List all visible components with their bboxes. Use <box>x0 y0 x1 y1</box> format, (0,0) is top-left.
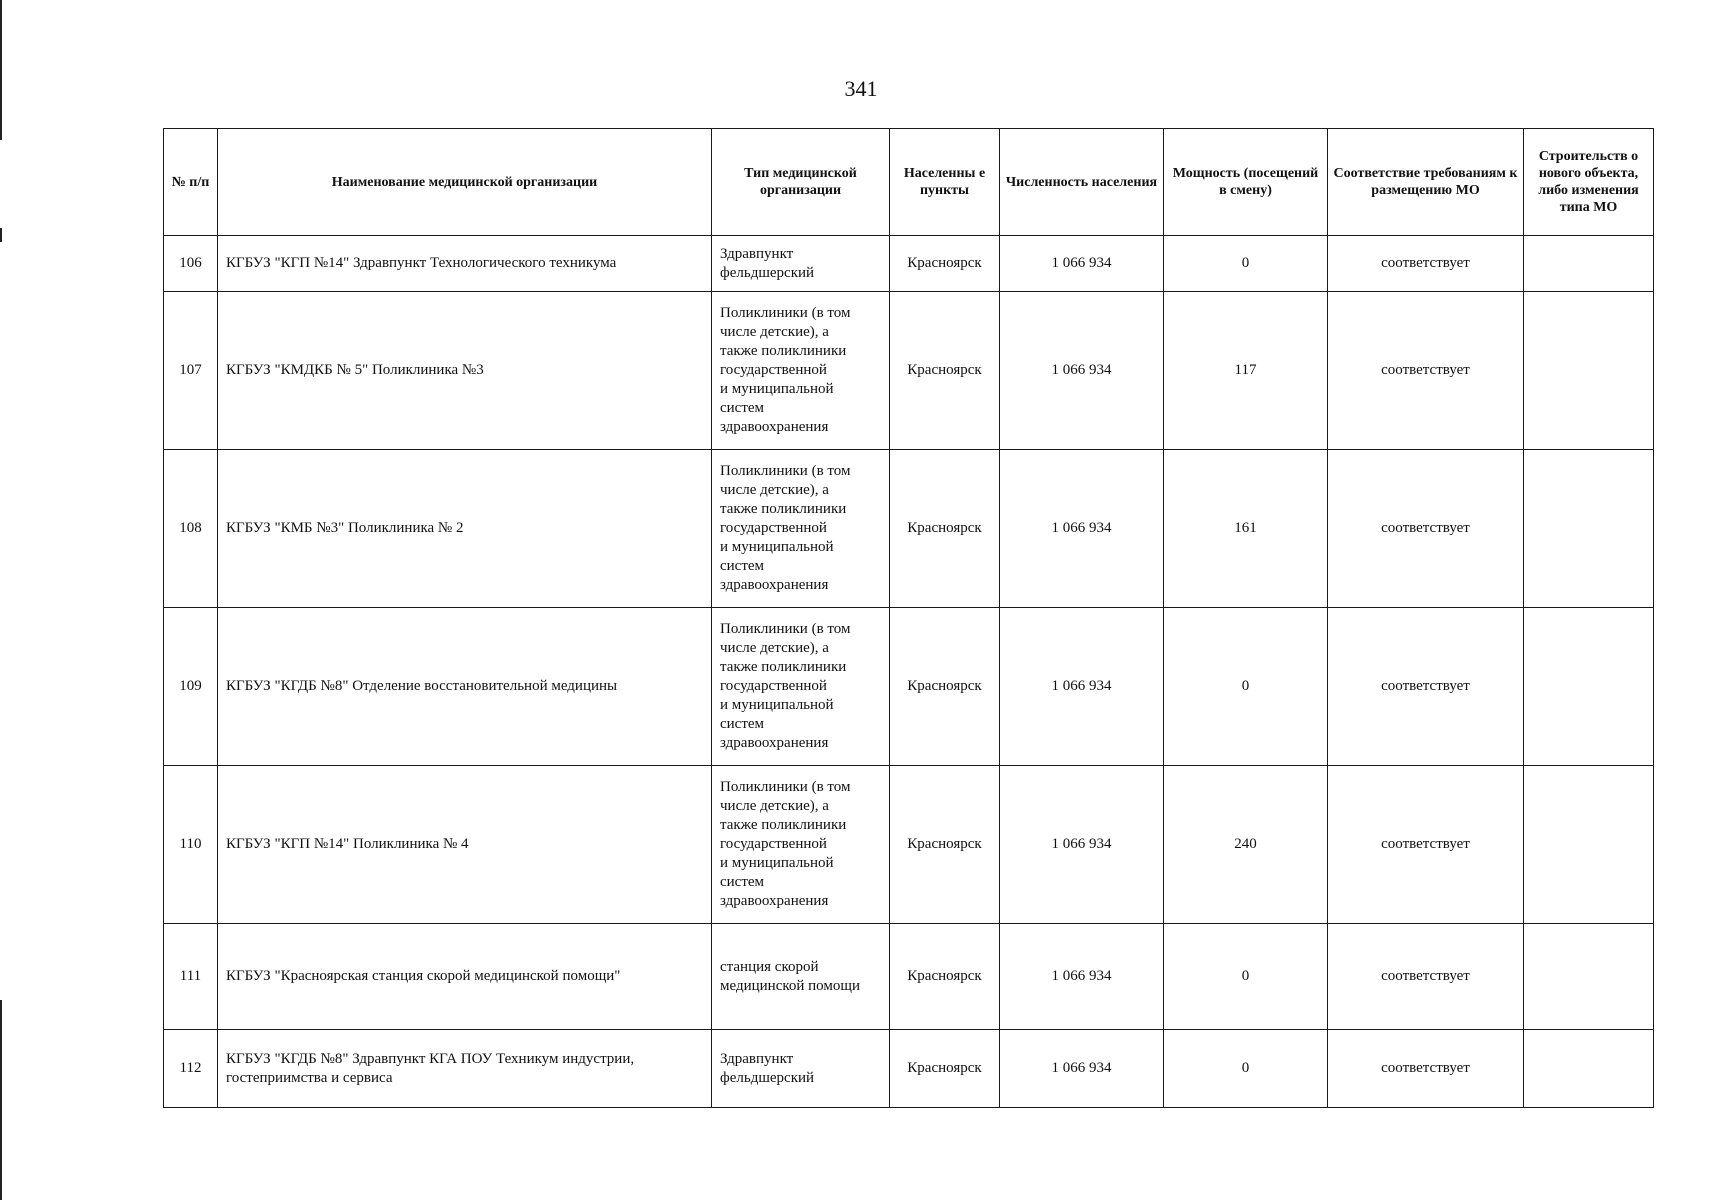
organization-type <box>712 1030 890 1108</box>
organization-type-line: числе детские), а <box>720 324 829 340</box>
header-capacity: Мощность (посещений в смену) <box>1164 129 1328 236</box>
organization-name: КГБУЗ "КМДКБ № 5" Поликлиника №3 <box>218 292 712 450</box>
compliance: соответствует <box>1328 1030 1524 1108</box>
organization-type-line: и муниципальной <box>720 539 834 555</box>
population: 1 066 934 <box>1000 450 1164 608</box>
organization-type-line: также поликлиники <box>720 659 847 675</box>
organization-type-line: числе детские), а <box>720 798 829 814</box>
locality: Красноярск <box>890 766 1000 924</box>
organization-type <box>712 924 890 1030</box>
organization-type-line: систем <box>720 874 765 890</box>
page-number: 341 <box>844 76 878 101</box>
organization-name: КГБУЗ "КГП №14" Здравпункт Технологического техникума <box>218 236 712 292</box>
organization-type-line: государственной <box>720 678 827 694</box>
organization-type-line: систем <box>720 558 765 574</box>
organization-type-line: фельдшерский <box>720 1069 815 1086</box>
capacity: 0 <box>1164 924 1328 1030</box>
compliance: соответствует <box>1328 292 1524 450</box>
organization-type-line: здравоохранения <box>720 419 829 435</box>
organization-type <box>712 766 890 924</box>
organization-type <box>712 608 890 766</box>
construction <box>1524 236 1654 292</box>
row-number: 112 <box>164 1030 218 1108</box>
header-construction: Строительств о нового объекта, либо изменения типа МО <box>1524 129 1654 236</box>
compliance: соответствует <box>1328 924 1524 1030</box>
organization-type-line: Поликлиники (в том <box>720 305 851 321</box>
organization-type-line: и муниципальной <box>720 697 834 713</box>
organization-name: КГБУЗ "КГП №14" Поликлиника № 4 <box>218 766 712 924</box>
construction <box>1524 450 1654 608</box>
header-num: № п/п <box>164 129 218 236</box>
header-type: Тип медицинской организации <box>712 129 890 236</box>
locality: Красноярск <box>890 236 1000 292</box>
organization-type-line: также поликлиники <box>720 817 847 833</box>
organization-type-line: также поликлиники <box>720 501 847 517</box>
compliance: соответствует <box>1328 766 1524 924</box>
organization-type-line: здравоохранения <box>720 735 829 751</box>
row-number: 110 <box>164 766 218 924</box>
locality: Красноярск <box>890 292 1000 450</box>
population: 1 066 934 <box>1000 236 1164 292</box>
organization-name: КГБУЗ "КГДБ №8" Здравпункт КГА ПОУ Техникум индустрии, гостеприимства и сервиса <box>218 1030 712 1108</box>
organization-type-line: государственной <box>720 836 827 852</box>
organization-type-line: и муниципальной <box>720 855 834 871</box>
organization-type <box>712 236 890 292</box>
header-population: Численность населения <box>1000 129 1164 236</box>
header-locality: Населенны е пункты <box>890 129 1000 236</box>
organization-type-line: фельдшерский <box>720 264 815 281</box>
table-row <box>164 236 1654 292</box>
population: 1 066 934 <box>1000 1030 1164 1108</box>
scan-edge-mark <box>0 1000 2 1200</box>
row-number: 111 <box>164 924 218 1030</box>
organization-type-line: здравоохранения <box>720 577 829 593</box>
organization-type-line: государственной <box>720 362 827 378</box>
organization-name: КГБУЗ "Красноярская станция скорой медицинской помощи" <box>218 924 712 1030</box>
construction <box>1524 766 1654 924</box>
row-number: 109 <box>164 608 218 766</box>
row-number: 107 <box>164 292 218 450</box>
medical-organizations-table <box>163 128 1654 1108</box>
construction <box>1524 608 1654 766</box>
organization-type-line: Поликлиники (в том <box>720 621 851 637</box>
organization-type-line: станция скорой <box>720 958 819 975</box>
compliance: соответствует <box>1328 450 1524 608</box>
organization-type-line: Поликлиники (в том <box>720 463 851 479</box>
organization-type-line: числе детские), а <box>720 640 829 656</box>
table-row <box>164 766 1654 924</box>
organization-name: КГБУЗ "КГДБ №8" Отделение восстановительной медицины <box>218 608 712 766</box>
organization-name: КГБУЗ "КМБ №3" Поликлиника № 2 <box>218 450 712 608</box>
population: 1 066 934 <box>1000 924 1164 1030</box>
table-row <box>164 924 1654 1030</box>
organization-type-line: медицинской помощи <box>720 977 860 994</box>
organization-type-line: также поликлиники <box>720 343 847 359</box>
locality: Красноярск <box>890 450 1000 608</box>
organization-type-line: Поликлиники (в том <box>720 779 851 795</box>
capacity: 0 <box>1164 608 1328 766</box>
capacity: 161 <box>1164 450 1328 608</box>
row-number: 108 <box>164 450 218 608</box>
organization-type-line: систем <box>720 400 765 416</box>
organization-type-line: Здравпункт <box>720 1050 794 1067</box>
population: 1 066 934 <box>1000 608 1164 766</box>
capacity: 117 <box>1164 292 1328 450</box>
table-row <box>164 292 1654 450</box>
organization-type-line: Здравпункт <box>720 245 794 262</box>
scan-edge-mark <box>0 228 2 242</box>
construction <box>1524 292 1654 450</box>
header-compliance: Соответствие требованиям к размещению МО <box>1328 129 1524 236</box>
header-name: Наименование медицинской организации <box>218 129 712 236</box>
construction <box>1524 924 1654 1030</box>
capacity: 0 <box>1164 236 1328 292</box>
construction <box>1524 1030 1654 1108</box>
table-row <box>164 450 1654 608</box>
organization-type-line: здравоохранения <box>720 893 829 909</box>
compliance: соответствует <box>1328 236 1524 292</box>
population: 1 066 934 <box>1000 766 1164 924</box>
table-row <box>164 1030 1654 1108</box>
capacity: 240 <box>1164 766 1328 924</box>
organization-type-line: систем <box>720 716 765 732</box>
row-number: 106 <box>164 236 218 292</box>
organization-type-line: числе детские), а <box>720 482 829 498</box>
organization-type-line: и муниципальной <box>720 381 834 397</box>
organization-type <box>712 292 890 450</box>
population: 1 066 934 <box>1000 292 1164 450</box>
capacity: 0 <box>1164 1030 1328 1108</box>
locality: Красноярск <box>890 1030 1000 1108</box>
table-header-row <box>164 129 1654 236</box>
organization-type <box>712 450 890 608</box>
compliance: соответствует <box>1328 608 1524 766</box>
scan-edge-mark <box>0 0 2 140</box>
locality: Красноярск <box>890 608 1000 766</box>
organization-type-line: государственной <box>720 520 827 536</box>
table-row <box>164 608 1654 766</box>
locality: Красноярск <box>890 924 1000 1030</box>
